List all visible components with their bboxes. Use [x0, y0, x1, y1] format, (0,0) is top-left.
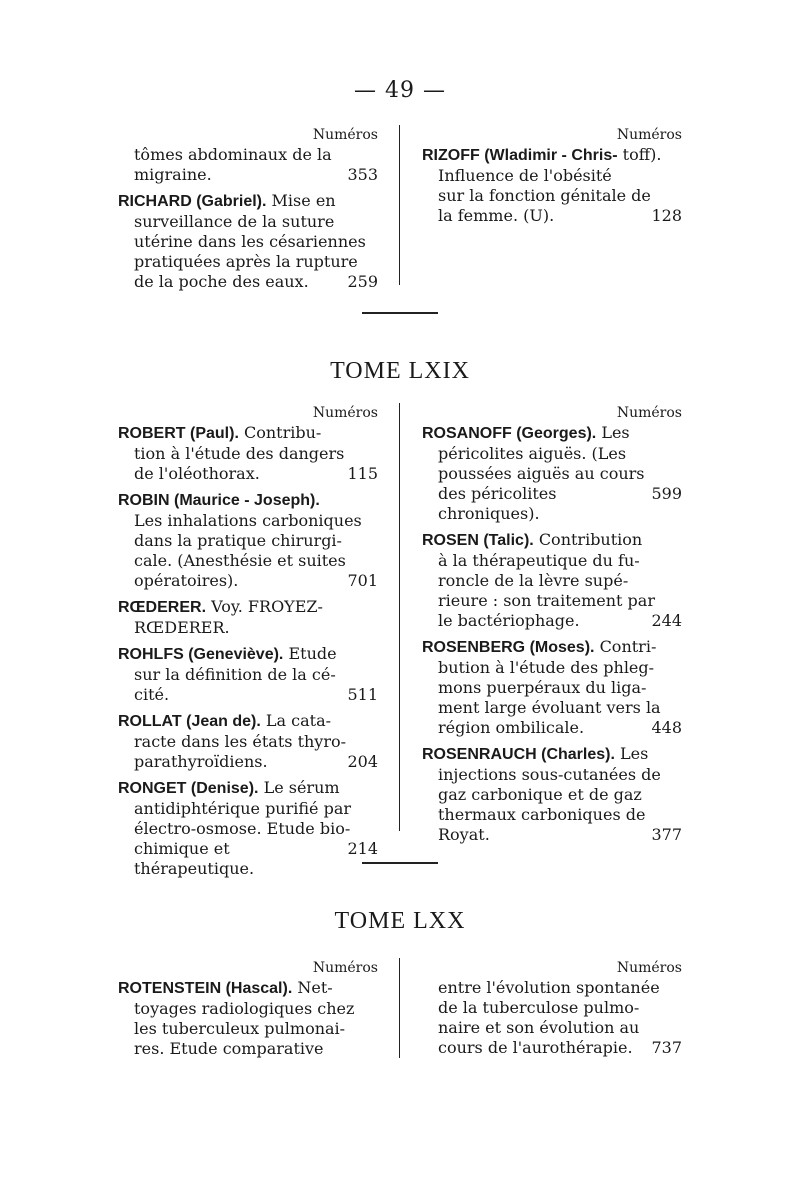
entry-text: à la thérapeutique du fu-	[438, 551, 640, 570]
entry-text: Les	[601, 423, 630, 442]
entry-text: Etude	[288, 644, 337, 663]
divider	[362, 312, 438, 314]
numeros-label: Numéros	[312, 127, 378, 143]
entry-name: ROBERT (Paul).	[118, 425, 239, 442]
entry-text: thermaux carboniques de	[438, 805, 646, 824]
entry-name: RONGET (Denise).	[118, 780, 259, 797]
entry-number: 599	[651, 484, 682, 503]
index-entry	[422, 423, 682, 524]
entry-text: res. Etude comparative	[134, 1039, 324, 1058]
right-column	[400, 958, 682, 1065]
index-entry	[422, 744, 682, 845]
entry-text: tion à l'étude des dangers	[134, 444, 345, 463]
right-column	[400, 403, 682, 885]
entry-text: électro-osmose. Etude bio-	[134, 819, 351, 838]
entry-name: ROLLAT (Jean de).	[118, 713, 261, 730]
index-entry	[422, 637, 682, 738]
entry-name: RICHARD (Gabriel).	[118, 193, 267, 210]
right-column	[400, 125, 682, 298]
entry-name: ROHLFS (Geneviève).	[118, 646, 284, 663]
left-column	[118, 958, 400, 1065]
entry-text: La cata-	[265, 711, 332, 730]
entry-number: 204	[347, 752, 378, 771]
numeros-label: Numéros	[616, 405, 682, 421]
entry-text: naire et son évolution au	[438, 1018, 640, 1037]
entry-text: racte dans les états thyro-	[134, 732, 347, 751]
index-entry	[422, 530, 682, 631]
entry-text: dans la pratique chirurgi-	[134, 531, 342, 550]
tome-title: TOME LXX	[334, 908, 466, 934]
entry-text: Contribu-	[243, 423, 322, 442]
entry-number: 214	[347, 839, 378, 858]
index-entry	[118, 191, 378, 292]
entry-number: 115	[347, 464, 378, 483]
entry-text: les tuberculeux pulmonai-	[134, 1019, 346, 1038]
entry-text: pratiquées après la rupture	[134, 252, 358, 271]
index-entry	[118, 978, 378, 1059]
entry-text: de l'oléothorax.	[134, 464, 260, 483]
left-column	[118, 125, 400, 298]
entry-text: Contribution	[538, 530, 643, 549]
entry-name: ROBIN (Maurice - Joseph).	[118, 492, 320, 509]
index-entry	[118, 490, 378, 591]
entry-text: Le sérum	[263, 778, 340, 797]
entry-name: RIZOFF (Wladimir - Chris-	[422, 147, 618, 164]
entry-number: 448	[651, 718, 682, 737]
entry-text: de la tuberculose pulmo-	[438, 998, 640, 1017]
entry-name: ROSENBERG (Moses).	[422, 639, 595, 656]
entry-text: rieure : son traitement par	[438, 591, 655, 610]
divider	[362, 862, 438, 864]
entry-text: la femme. (U).	[438, 206, 555, 225]
entry-text: roncle de la lèvre supé-	[438, 571, 629, 590]
entry-text: toyages radiologiques chez	[134, 999, 355, 1018]
entries	[118, 978, 378, 1059]
entry-text: tômes abdominaux de la	[134, 145, 332, 164]
entry-text: Les inhalations carboniques	[134, 511, 362, 530]
index-entry	[118, 711, 378, 772]
entry-text: toff).	[622, 145, 662, 164]
entry-number: 377	[651, 825, 682, 844]
entry-text: Contri-	[599, 637, 657, 656]
entry-text: des péricolites chroniques).	[438, 484, 557, 523]
entry-text: cours de l'aurothérapie.	[438, 1038, 633, 1057]
entry-text: mons puerpéraux du liga-	[438, 678, 647, 697]
entry-name: ROTENSTEIN (Hascal).	[118, 980, 293, 997]
entry-name: RŒDERER.	[118, 599, 207, 616]
index-entry	[118, 778, 378, 879]
entries	[118, 145, 378, 292]
section-3	[118, 958, 683, 1065]
entry-text: injections sous-cutanées de	[438, 765, 661, 784]
entry-name: ROSANOFF (Georges).	[422, 425, 597, 442]
index-entry	[422, 978, 682, 1058]
entry-text: sur la fonction génitale de	[438, 186, 651, 205]
numeros-label: Numéros	[312, 405, 378, 421]
entry-text: RŒDERER.	[134, 618, 230, 637]
entry-text: de la poche des eaux.	[134, 272, 309, 291]
numeros-label: Numéros	[312, 960, 378, 976]
entries	[422, 145, 682, 226]
tome-title: TOME LXIX	[330, 358, 470, 384]
entry-text: région ombilicale.	[438, 718, 585, 737]
index-entry	[422, 145, 682, 226]
entry-number: 511	[347, 685, 378, 704]
entry-number: 701	[347, 571, 378, 590]
entry-text: Les	[620, 744, 649, 763]
index-entry	[118, 644, 378, 705]
entry-text: migraine.	[134, 165, 212, 184]
entry-text: péricolites aiguës. (Les	[438, 444, 627, 463]
entry-text: Mise en	[271, 191, 336, 210]
entry-text: chimique et thérapeutique.	[134, 839, 255, 878]
left-column	[118, 403, 400, 885]
entry-text: opératoires).	[134, 571, 239, 590]
entry-text: parathyroïdiens.	[134, 752, 268, 771]
entries	[422, 978, 682, 1058]
entry-text: poussées aiguës au cours	[438, 464, 645, 483]
entry-number: 128	[651, 206, 682, 225]
entry-text: Influence de l'obésité	[438, 166, 612, 185]
index-entry	[118, 423, 378, 484]
entry-text: entre l'évolution spontanée	[438, 978, 660, 997]
entry-text: surveillance de la suture	[134, 212, 335, 231]
entries	[422, 423, 682, 845]
entry-text: utérine dans les césariennes	[134, 232, 366, 251]
index-entry	[118, 145, 378, 185]
entries	[118, 423, 378, 879]
entry-name: ROSENRAUCH (Charles).	[422, 746, 615, 763]
entry-text: cité.	[134, 685, 170, 704]
entry-text: Net-	[297, 978, 333, 997]
entry-number: 244	[651, 611, 682, 630]
section-1	[118, 125, 683, 298]
numeros-label: Numéros	[616, 960, 682, 976]
entry-name: ROSEN (Talic).	[422, 532, 534, 549]
entry-text: Royat.	[438, 825, 490, 844]
index-entry	[118, 597, 378, 638]
page-number: — 49 —	[354, 78, 446, 103]
entry-text: cale. (Anesthésie et suites	[134, 551, 346, 570]
entry-text: sur la définition de la cé-	[134, 665, 336, 684]
entry-number: 353	[347, 165, 378, 184]
entry-text: le bactériophage.	[438, 611, 580, 630]
entry-text: ment large évoluant vers la	[438, 698, 661, 717]
entry-number: 737	[651, 1038, 682, 1057]
entry-text: Voy. FROYEZ-	[211, 597, 323, 616]
entry-text: antidiphtérique purifié par	[134, 799, 352, 818]
entry-text: gaz carbonique et de gaz	[438, 785, 642, 804]
entry-number: 259	[347, 272, 378, 291]
section-2	[118, 403, 683, 885]
numeros-label: Numéros	[616, 127, 682, 143]
entry-text: bution à l'étude des phleg-	[438, 658, 655, 677]
